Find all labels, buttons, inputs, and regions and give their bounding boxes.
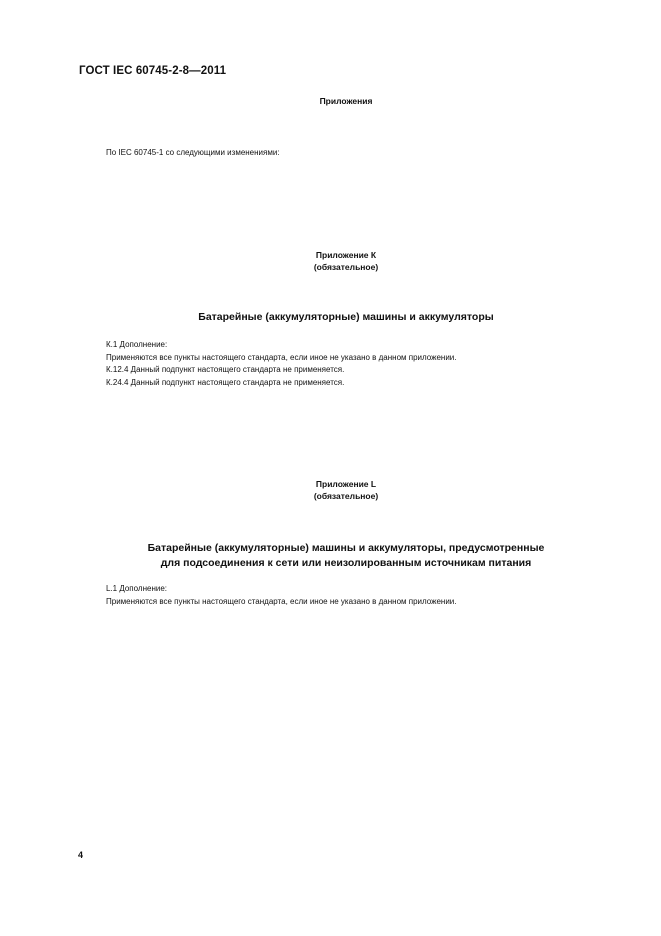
annex-k-status: (обязательное) bbox=[313, 262, 379, 272]
intro-text: По IEC 60745-1 со следующими изменениями: bbox=[106, 148, 280, 157]
page-number: 4 bbox=[78, 850, 84, 860]
annex-k-line: К.1 Дополнение: bbox=[106, 340, 168, 349]
annex-l-line: L.1 Дополнение: bbox=[106, 584, 167, 593]
annex-k-label: Приложение К bbox=[315, 250, 377, 260]
annex-l-title-line2: для подсоединения к сети или неизолированным источникам питания bbox=[160, 557, 532, 569]
annex-l-line: Применяются все пункты настоящего стандарта, если иное не указано в данном приложении. bbox=[106, 596, 457, 606]
annex-k-title: Батарейные (аккумуляторные) машины и аккумуляторы bbox=[198, 311, 494, 323]
section-title: Приложения bbox=[319, 96, 373, 106]
annex-k-line: К.12.4 Данный подпункт настоящего стандарта не применяется. bbox=[106, 365, 345, 374]
annex-k-heading bbox=[0, 249, 661, 273]
annex-k-line: К.24.4 Данный подпункт настоящего стандарта не применяется. bbox=[106, 377, 345, 387]
annex-l-heading bbox=[0, 478, 661, 502]
annex-l-status: (обязательное) bbox=[313, 491, 379, 501]
annex-l-title bbox=[0, 541, 661, 571]
annex-k-body bbox=[106, 339, 457, 389]
annex-l-title-line1: Батарейные (аккумуляторные) машины и аккумуляторы, предусмотренные bbox=[147, 542, 545, 554]
annex-l-label: Приложение L bbox=[315, 479, 377, 489]
document-header: ГОСТ IEC 60745-2-8—2011 bbox=[79, 65, 227, 77]
annex-l-body bbox=[106, 583, 457, 608]
annex-k-line: Применяются все пункты настоящего стандарта, если иное не указано в данном приложении. bbox=[106, 352, 457, 362]
